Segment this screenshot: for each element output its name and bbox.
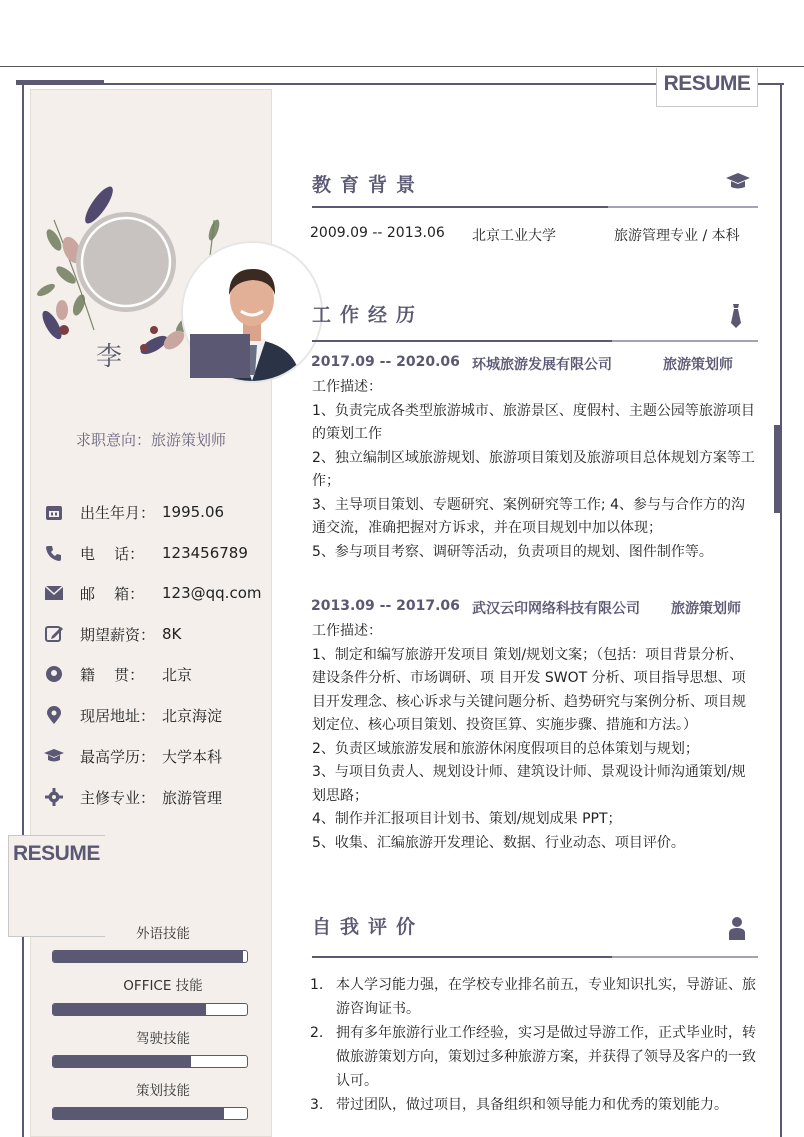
job-description <box>312 620 757 855</box>
job-company: 武汉云印网络科技有限公司 <box>472 601 640 617</box>
skill-bar <box>52 1107 248 1120</box>
info-label: 最高学历： <box>80 747 156 766</box>
map-pin-icon <box>44 705 64 725</box>
info-row-address <box>44 703 222 727</box>
skill-bar <box>52 1003 248 1016</box>
info-row-major <box>44 785 222 809</box>
gear-icon <box>44 787 64 807</box>
education-school: 北京工业大学 <box>472 228 556 244</box>
job-line: 4、制作并汇报项目计划书、策划/规划成果 PPT； <box>312 811 622 827</box>
job-line: 工作描述： <box>312 623 382 639</box>
top-rule <box>0 66 804 67</box>
info-row-degree <box>44 744 222 768</box>
person-icon <box>728 916 752 940</box>
name-last-char-block <box>190 334 250 378</box>
skill-label: 驾驶技能 <box>136 1031 190 1047</box>
info-value: 123@qq.com <box>162 584 262 602</box>
skill-bar-fill <box>53 1004 206 1015</box>
frame-left-border <box>22 85 24 837</box>
info-value: 北京 <box>162 665 193 684</box>
info-row-phone <box>44 541 248 565</box>
info-row-email <box>44 581 261 605</box>
info-row-birth <box>44 500 224 524</box>
education-major: 旅游管理专业 / 本科 <box>614 228 740 244</box>
list-item <box>310 973 766 1021</box>
skill-label: 策划技能 <box>136 1083 190 1099</box>
skill-bar <box>52 1055 248 1068</box>
job-period: 2013.09 -- 2017.06 <box>311 598 460 614</box>
section-divider-light <box>608 206 758 208</box>
info-label: 电 话： <box>80 544 145 563</box>
evaluation-list <box>310 973 766 1117</box>
job-line: 5、收集、汇编旅游开发理论、数据、行业动态、项目评价。 <box>312 834 685 851</box>
job-line: 2、负责区域旅游发展和旅游休闲度假项目的总体策划与规划； <box>312 740 699 757</box>
scroll-indicator[interactable] <box>774 425 780 513</box>
info-row-hometown <box>44 662 192 686</box>
job-line: 2、独立编制区域旅游规划、旅游项目策划及旅游项目总体规划方案等工作； <box>312 449 755 489</box>
frame-left-border-lower <box>22 935 24 1137</box>
location-icon <box>44 664 64 684</box>
skill-bar-fill <box>53 951 243 962</box>
phone-icon <box>44 543 64 563</box>
job-role: 旅游策划师 <box>663 357 733 373</box>
job-line: 3、与项目负责人、规划设计师、建筑设计师、景观设计师沟通策划/规划思路； <box>312 764 746 804</box>
job-line: 1、负责完成各类型旅游城市、旅游景区、度假村、主题公园等旅游项目的策划工作 <box>312 402 755 442</box>
skill-label: OFFICE 技能 <box>123 978 203 994</box>
skill-bar <box>52 950 248 963</box>
skill-bar-fill <box>53 1108 224 1119</box>
list-number: 2. <box>310 1025 324 1041</box>
job-line: 3、主导项目策划、专题研究、案例研究等工作; 4、参与与合作方的沟通交流，准确把握对方诉求，并在项目规划中加以体现； <box>312 496 745 536</box>
frame-top-border <box>104 83 656 85</box>
resume-tab-side-label: RESUME <box>13 842 100 865</box>
job-role: 旅游策划师 <box>671 601 741 617</box>
info-value: 123456789 <box>162 544 248 562</box>
section-title-work: 工作经历 <box>312 304 425 326</box>
info-label: 邮 箱： <box>80 584 145 603</box>
job-description <box>312 376 757 564</box>
mail-icon <box>44 583 64 603</box>
section-title-evaluation: 自我评价 <box>312 916 425 938</box>
list-text: 本人学习能力强，在学校专业排名前五，专业知识扎实，导游证、旅游咨询证书。 <box>336 977 756 1017</box>
info-label: 现居地址： <box>80 706 156 725</box>
job-company: 环城旅游发展有限公司 <box>472 357 612 373</box>
info-label: 籍 贯： <box>80 665 145 684</box>
job-line: 1、制定和编写旅游开发项目 策划/规划文案；（包括：项目背景分析、建设条件分析、市场调研、项 目开发 SWOT 分析、项目指导思想、项目开发理念、核心诉求与关键问题分析、趋势研究与案例分析、项目规划定位、核心项目策划、投资匡算、实施步骤、措施和方法。） <box>312 646 746 733</box>
section-divider <box>312 340 612 342</box>
education-period: 2009.09 -- 2013.06 <box>310 225 445 241</box>
info-value: 8K <box>162 625 182 643</box>
list-text: 带过团队，做过项目，具备组织和领导能力和优秀的策划能力。 <box>336 1097 728 1113</box>
list-text: 拥有多年旅游行业工作经验，实习是做过导游工作，正式毕业时，转做旅游策划方向，策划过多种旅游方案，并获得了领导及客户的一致认可。 <box>336 1025 756 1089</box>
list-item <box>310 1093 766 1117</box>
list-item <box>310 1021 766 1093</box>
job-line: 5、参与项目考察、调研等活动，负责项目的规划、图件制作等。 <box>312 543 713 560</box>
job-period: 2017.09 -- 2020.06 <box>311 354 460 370</box>
job-line: 工作描述： <box>312 379 382 395</box>
calendar-icon <box>44 502 64 522</box>
info-value: 旅游管理 <box>162 788 223 807</box>
info-value: 1995.06 <box>162 503 225 521</box>
list-number: 1. <box>310 977 324 993</box>
edit-icon <box>44 624 64 644</box>
section-divider <box>312 206 608 208</box>
section-divider-light <box>612 340 758 342</box>
job-intent: 求职意向：旅游策划师 <box>75 431 226 449</box>
info-label: 主修专业： <box>80 788 156 807</box>
info-value: 大学本科 <box>162 747 223 766</box>
name-last-char: 毅 <box>200 342 227 372</box>
skill-bar-fill <box>53 1056 191 1067</box>
tie-icon <box>728 304 752 328</box>
info-label: 出生年月： <box>80 503 156 522</box>
list-number: 3. <box>310 1097 324 1113</box>
frame-corner-accent <box>16 80 104 85</box>
section-divider-light <box>612 956 758 958</box>
frame-right-border <box>780 83 782 1137</box>
info-label: 期望薪资： <box>80 625 156 644</box>
graduation-cap-icon <box>726 172 750 196</box>
graduation-cap-icon <box>44 746 64 766</box>
resume-tab-top-label: RESUME <box>663 72 751 95</box>
resume-tab-top <box>656 68 758 107</box>
info-value: 北京海淀 <box>162 706 223 725</box>
info-row-salary <box>44 622 181 646</box>
section-divider <box>312 956 612 958</box>
skill-label: 外语技能 <box>136 926 190 942</box>
section-title-education: 教育背景 <box>312 174 425 196</box>
name-first-char: 李 <box>96 342 123 372</box>
